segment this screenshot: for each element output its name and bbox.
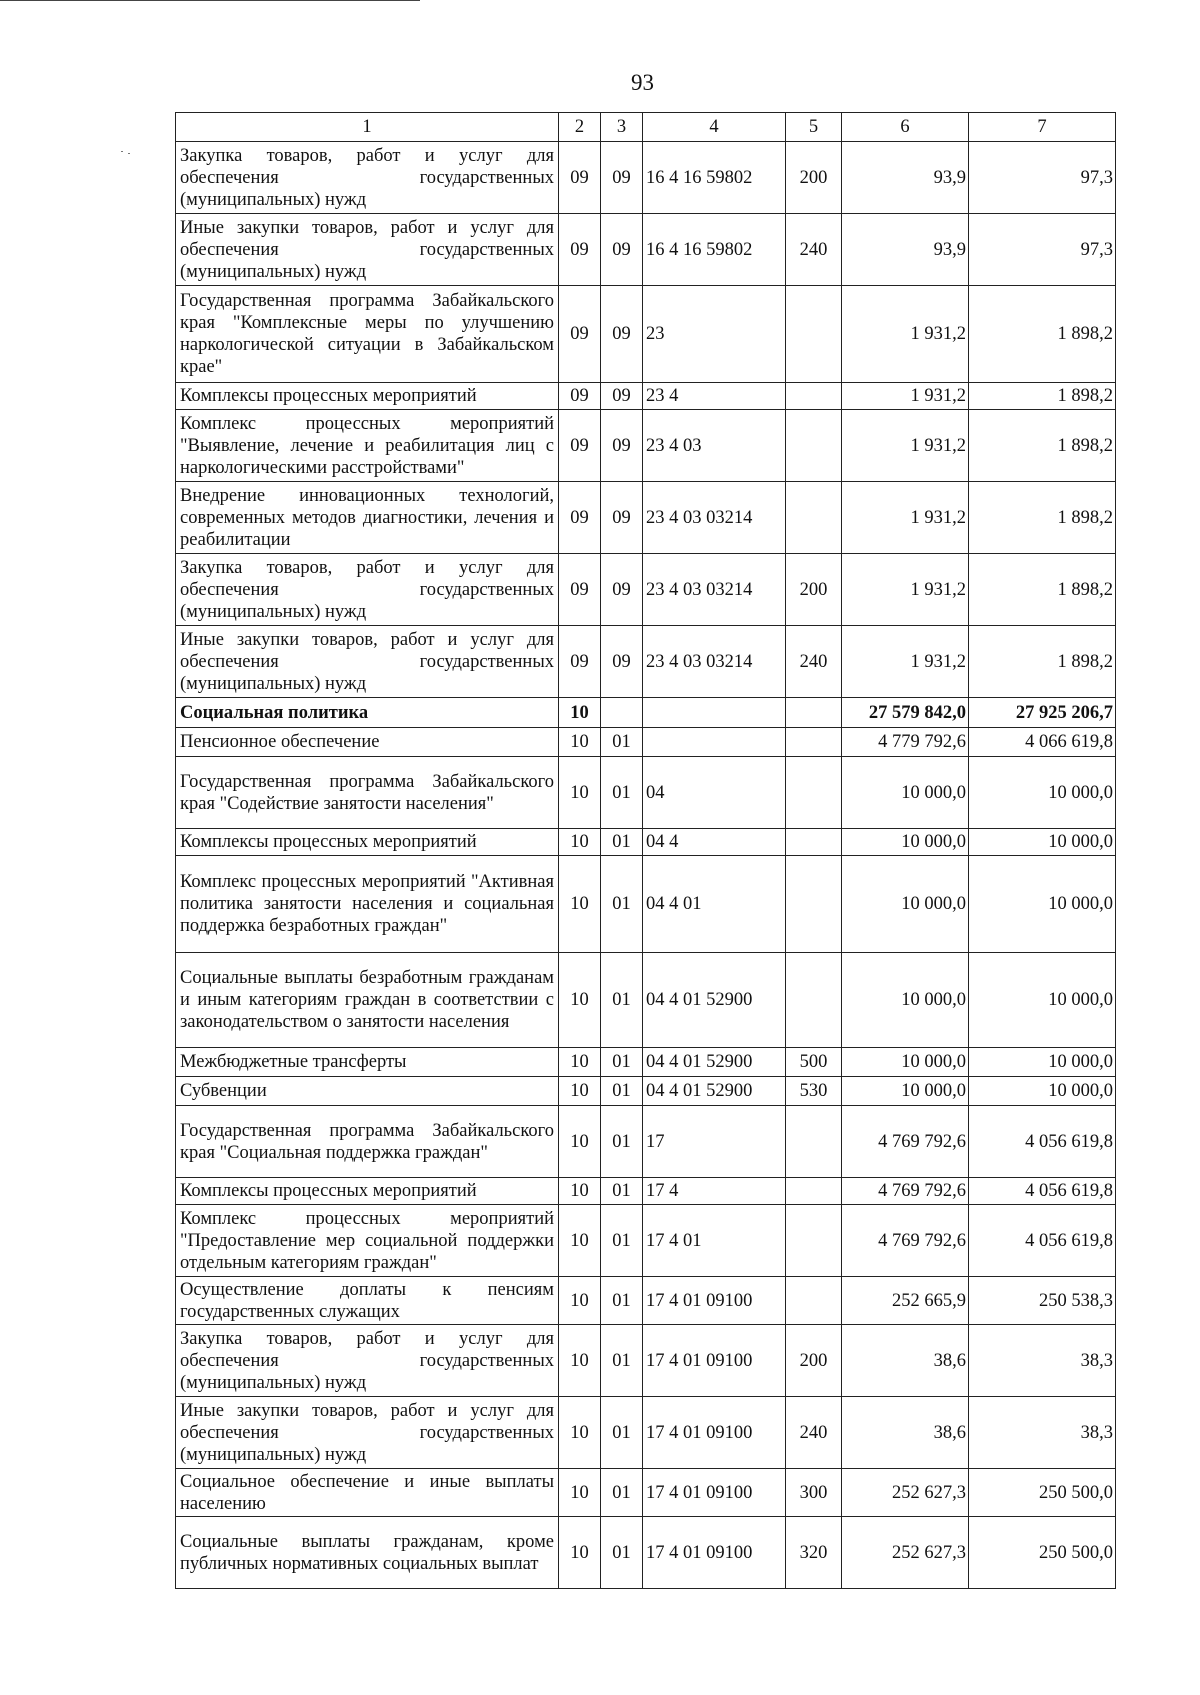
section-code-cell: 10 — [559, 1397, 601, 1469]
amount-year1-cell: 10 000,0 — [842, 829, 969, 856]
amount-year2-cell: 10 000,0 — [969, 829, 1116, 856]
amount-year2-cell: 1 898,2 — [969, 410, 1116, 482]
amount-year1-cell: 252 665,9 — [842, 1277, 969, 1325]
expense-type-cell — [786, 383, 842, 410]
table-row — [176, 1469, 1116, 1517]
row-name-cell: Комплекс процессных мероприятий "Активная политика занятости населения и социальная поддержка безработных граждан" — [176, 856, 559, 953]
table-row — [176, 142, 1116, 214]
table-row — [176, 554, 1116, 626]
section-code-cell: 09 — [559, 383, 601, 410]
row-name-cell: Социальное обеспечение и иные выплаты населению — [176, 1469, 559, 1517]
target-article-cell: 17 4 01 — [643, 1205, 786, 1277]
amount-year2-cell: 27 925 206,7 — [969, 698, 1116, 728]
row-name-cell: Иные закупки товаров, работ и услуг для обеспечения государственных (муниципальных) нужд — [176, 214, 559, 286]
expense-type-cell — [786, 698, 842, 728]
col-header-4: 4 — [643, 113, 786, 142]
subsection-code-cell: 09 — [601, 410, 643, 482]
subsection-code-cell: 09 — [601, 554, 643, 626]
amount-year2-cell: 1 898,2 — [969, 482, 1116, 554]
subsection-code-cell: 01 — [601, 1077, 643, 1106]
target-article-cell: 17 — [643, 1106, 786, 1178]
table-row — [176, 482, 1116, 554]
scan-speck — [121, 151, 123, 152]
expense-type-cell: 240 — [786, 626, 842, 698]
amount-year2-cell: 97,3 — [969, 214, 1116, 286]
amount-year1-cell: 93,9 — [842, 142, 969, 214]
expense-type-cell — [786, 829, 842, 856]
section-code-cell: 10 — [559, 698, 601, 728]
subsection-code-cell: 09 — [601, 142, 643, 214]
amount-year2-cell: 1 898,2 — [969, 626, 1116, 698]
amount-year2-cell: 1 898,2 — [969, 286, 1116, 383]
target-article-cell: 17 4 — [643, 1178, 786, 1205]
amount-year2-cell: 1 898,2 — [969, 383, 1116, 410]
table-row — [176, 829, 1116, 856]
amount-year2-cell: 10 000,0 — [969, 757, 1116, 829]
section-code-cell: 09 — [559, 482, 601, 554]
expense-type-cell — [786, 410, 842, 482]
section-code-cell: 10 — [559, 1048, 601, 1077]
col-header-1: 1 — [176, 113, 559, 142]
section-code-cell: 10 — [559, 829, 601, 856]
target-article-cell: 23 4 03 03214 — [643, 482, 786, 554]
target-article-cell — [643, 698, 786, 728]
table-row — [176, 383, 1116, 410]
amount-year1-cell: 93,9 — [842, 214, 969, 286]
table-row — [176, 1277, 1116, 1325]
amount-year2-cell: 4 066 619,8 — [969, 728, 1116, 757]
row-name-cell: Комплекс процессных мероприятий "Предоставление мер социальной поддержки отдельным категориям граждан" — [176, 1205, 559, 1277]
amount-year2-cell: 4 056 619,8 — [969, 1106, 1116, 1178]
section-code-cell: 10 — [559, 1325, 601, 1397]
amount-year2-cell: 250 500,0 — [969, 1517, 1116, 1589]
row-name-cell: Комплексы процессных мероприятий — [176, 829, 559, 856]
amount-year1-cell: 252 627,3 — [842, 1469, 969, 1517]
amount-year1-cell: 10 000,0 — [842, 1048, 969, 1077]
amount-year2-cell: 4 056 619,8 — [969, 1178, 1116, 1205]
target-article-cell — [643, 728, 786, 757]
table-row — [176, 1178, 1116, 1205]
target-article-cell: 16 4 16 59802 — [643, 214, 786, 286]
target-article-cell: 23 4 — [643, 383, 786, 410]
page-number: 93 — [631, 70, 654, 95]
expense-type-cell — [786, 728, 842, 757]
col-header-2: 2 — [559, 113, 601, 142]
col-header-7: 7 — [969, 113, 1116, 142]
target-article-cell: 04 4 01 52900 — [643, 1077, 786, 1106]
amount-year1-cell: 38,6 — [842, 1397, 969, 1469]
section-code-cell: 10 — [559, 1469, 601, 1517]
subsection-code-cell: 09 — [601, 286, 643, 383]
table-row — [176, 1106, 1116, 1178]
row-name-cell: Закупка товаров, работ и услуг для обеспечения государственных (муниципальных) нужд — [176, 142, 559, 214]
amount-year1-cell: 10 000,0 — [842, 953, 969, 1048]
amount-year2-cell: 38,3 — [969, 1325, 1116, 1397]
amount-year2-cell: 250 500,0 — [969, 1469, 1116, 1517]
expense-type-cell: 300 — [786, 1469, 842, 1517]
row-name-cell: Комплексы процессных мероприятий — [176, 383, 559, 410]
target-article-cell: 04 4 01 52900 — [643, 953, 786, 1048]
target-article-cell: 04 — [643, 757, 786, 829]
target-article-cell: 17 4 01 09100 — [643, 1469, 786, 1517]
row-name-cell: Государственная программа Забайкальского края "Содействие занятости населения" — [176, 757, 559, 829]
table-row — [176, 626, 1116, 698]
target-article-cell: 23 4 03 03214 — [643, 554, 786, 626]
amount-year2-cell: 10 000,0 — [969, 953, 1116, 1048]
scan-speck — [128, 153, 130, 154]
subsection-code-cell: 01 — [601, 757, 643, 829]
col-header-5: 5 — [786, 113, 842, 142]
amount-year1-cell: 1 931,2 — [842, 286, 969, 383]
target-article-cell: 04 4 — [643, 829, 786, 856]
amount-year2-cell: 1 898,2 — [969, 554, 1116, 626]
expense-type-cell: 200 — [786, 142, 842, 214]
section-code-cell: 09 — [559, 286, 601, 383]
target-article-cell: 23 4 03 — [643, 410, 786, 482]
table-row — [176, 1397, 1116, 1469]
row-name-cell: Закупка товаров, работ и услуг для обеспечения государственных (муниципальных) нужд — [176, 1325, 559, 1397]
row-name-cell: Субвенции — [176, 1077, 559, 1106]
target-article-cell: 23 4 03 03214 — [643, 626, 786, 698]
section-code-cell: 10 — [559, 1178, 601, 1205]
subsection-code-cell: 01 — [601, 1517, 643, 1589]
amount-year2-cell: 250 538,3 — [969, 1277, 1116, 1325]
budget-table — [175, 112, 1116, 1589]
row-name-cell: Социальные выплаты гражданам, кроме публичных нормативных социальных выплат — [176, 1517, 559, 1589]
subsection-code-cell: 09 — [601, 214, 643, 286]
subsection-code-cell: 01 — [601, 1178, 643, 1205]
header-row — [176, 113, 1116, 142]
table-row — [176, 286, 1116, 383]
amount-year1-cell: 10 000,0 — [842, 757, 969, 829]
amount-year2-cell: 10 000,0 — [969, 1048, 1116, 1077]
section-code-cell: 09 — [559, 554, 601, 626]
table-row — [176, 410, 1116, 482]
expense-type-cell: 240 — [786, 1397, 842, 1469]
row-name-cell: Комплексы процессных мероприятий — [176, 1178, 559, 1205]
amount-year1-cell: 252 627,3 — [842, 1517, 969, 1589]
target-article-cell: 16 4 16 59802 — [643, 142, 786, 214]
amount-year2-cell: 38,3 — [969, 1397, 1116, 1469]
row-name-cell: Пенсионное обеспечение — [176, 728, 559, 757]
amount-year2-cell: 4 056 619,8 — [969, 1205, 1116, 1277]
expense-type-cell: 240 — [786, 214, 842, 286]
section-code-cell: 09 — [559, 214, 601, 286]
target-article-cell: 17 4 01 09100 — [643, 1325, 786, 1397]
target-article-cell: 17 4 01 09100 — [643, 1397, 786, 1469]
row-name-cell: Внедрение инновационных технологий, современных методов диагностики, лечения и реабилитации — [176, 482, 559, 554]
amount-year1-cell: 27 579 842,0 — [842, 698, 969, 728]
amount-year1-cell: 4 769 792,6 — [842, 1178, 969, 1205]
expense-type-cell: 500 — [786, 1048, 842, 1077]
col-header-6: 6 — [842, 113, 969, 142]
table-row — [176, 1325, 1116, 1397]
amount-year1-cell: 10 000,0 — [842, 1077, 969, 1106]
section-code-cell: 10 — [559, 1205, 601, 1277]
expense-type-cell — [786, 1106, 842, 1178]
target-article-cell: 04 4 01 52900 — [643, 1048, 786, 1077]
amount-year1-cell: 38,6 — [842, 1325, 969, 1397]
section-code-cell: 10 — [559, 953, 601, 1048]
table-row — [176, 1205, 1116, 1277]
expense-type-cell: 320 — [786, 1517, 842, 1589]
amount-year1-cell: 4 779 792,6 — [842, 728, 969, 757]
target-article-cell: 17 4 01 09100 — [643, 1277, 786, 1325]
subsection-code-cell — [601, 698, 643, 728]
target-article-cell: 23 — [643, 286, 786, 383]
row-name-cell: Государственная программа Забайкальского края "Комплексные меры по улучшению наркологической ситуации в Забайкальском крае" — [176, 286, 559, 383]
subsection-code-cell: 01 — [601, 1277, 643, 1325]
table-row — [176, 1517, 1116, 1589]
amount-year2-cell: 97,3 — [969, 142, 1116, 214]
amount-year1-cell: 1 931,2 — [842, 554, 969, 626]
subsection-code-cell: 01 — [601, 1325, 643, 1397]
amount-year1-cell: 1 931,2 — [842, 482, 969, 554]
section-code-cell: 10 — [559, 728, 601, 757]
expense-type-cell: 200 — [786, 554, 842, 626]
table-row — [176, 1077, 1116, 1106]
table-row — [176, 1048, 1116, 1077]
target-article-cell: 04 4 01 — [643, 856, 786, 953]
expense-type-cell — [786, 757, 842, 829]
row-name-cell: Государственная программа Забайкальского края "Социальная поддержка граждан" — [176, 1106, 559, 1178]
section-code-cell: 10 — [559, 856, 601, 953]
subsection-code-cell: 01 — [601, 1106, 643, 1178]
expense-type-cell — [786, 286, 842, 383]
table-row — [176, 953, 1116, 1048]
table-body — [176, 142, 1116, 1589]
row-name-cell: Осуществление доплаты к пенсиям государственных служащих — [176, 1277, 559, 1325]
subsection-code-cell: 01 — [601, 1048, 643, 1077]
expense-type-cell — [786, 1277, 842, 1325]
table-row — [176, 856, 1116, 953]
amount-year1-cell: 1 931,2 — [842, 410, 969, 482]
amount-year1-cell: 4 769 792,6 — [842, 1205, 969, 1277]
table-row — [176, 728, 1116, 757]
section-code-cell: 09 — [559, 626, 601, 698]
subsection-code-cell: 01 — [601, 829, 643, 856]
expense-type-cell — [786, 482, 842, 554]
amount-year1-cell: 4 769 792,6 — [842, 1106, 969, 1178]
row-name-cell: Иные закупки товаров, работ и услуг для обеспечения государственных (муниципальных) нужд — [176, 626, 559, 698]
expense-type-cell — [786, 856, 842, 953]
section-code-cell: 09 — [559, 142, 601, 214]
amount-year2-cell: 10 000,0 — [969, 856, 1116, 953]
row-name-cell: Иные закупки товаров, работ и услуг для обеспечения государственных (муниципальных) нужд — [176, 1397, 559, 1469]
section-code-cell: 10 — [559, 1106, 601, 1178]
top-scan-rule — [0, 0, 420, 1]
table-row — [176, 214, 1116, 286]
section-code-cell: 10 — [559, 1077, 601, 1106]
amount-year1-cell: 10 000,0 — [842, 856, 969, 953]
amount-year1-cell: 1 931,2 — [842, 383, 969, 410]
subsection-code-cell: 01 — [601, 1205, 643, 1277]
target-article-cell: 17 4 01 09100 — [643, 1517, 786, 1589]
expense-type-cell: 200 — [786, 1325, 842, 1397]
row-name-cell: Закупка товаров, работ и услуг для обеспечения государственных (муниципальных) нужд — [176, 554, 559, 626]
subsection-code-cell: 09 — [601, 626, 643, 698]
subsection-code-cell: 09 — [601, 482, 643, 554]
section-code-cell: 10 — [559, 1277, 601, 1325]
row-name-cell: Социальные выплаты безработным гражданам и иным категориям граждан в соответствии с законодательством о занятости населения — [176, 953, 559, 1048]
subsection-code-cell: 01 — [601, 856, 643, 953]
row-name-cell: Межбюджетные трансферты — [176, 1048, 559, 1077]
expense-type-cell — [786, 953, 842, 1048]
section-code-cell: 10 — [559, 1517, 601, 1589]
subsection-code-cell: 09 — [601, 383, 643, 410]
row-name-cell: Комплекс процессных мероприятий "Выявление, лечение и реабилитация лиц с наркологическими расстройствами" — [176, 410, 559, 482]
section-code-cell: 09 — [559, 410, 601, 482]
table-row — [176, 757, 1116, 829]
col-header-3: 3 — [601, 113, 643, 142]
expense-type-cell — [786, 1178, 842, 1205]
expense-type-cell: 530 — [786, 1077, 842, 1106]
subsection-code-cell: 01 — [601, 1469, 643, 1517]
amount-year2-cell: 10 000,0 — [969, 1077, 1116, 1106]
subsection-code-cell: 01 — [601, 953, 643, 1048]
subsection-code-cell: 01 — [601, 728, 643, 757]
expense-type-cell — [786, 1205, 842, 1277]
section-code-cell: 10 — [559, 757, 601, 829]
subsection-code-cell: 01 — [601, 1397, 643, 1469]
amount-year1-cell: 1 931,2 — [842, 626, 969, 698]
table-row — [176, 698, 1116, 728]
row-name-cell: Социальная политика — [176, 698, 559, 728]
